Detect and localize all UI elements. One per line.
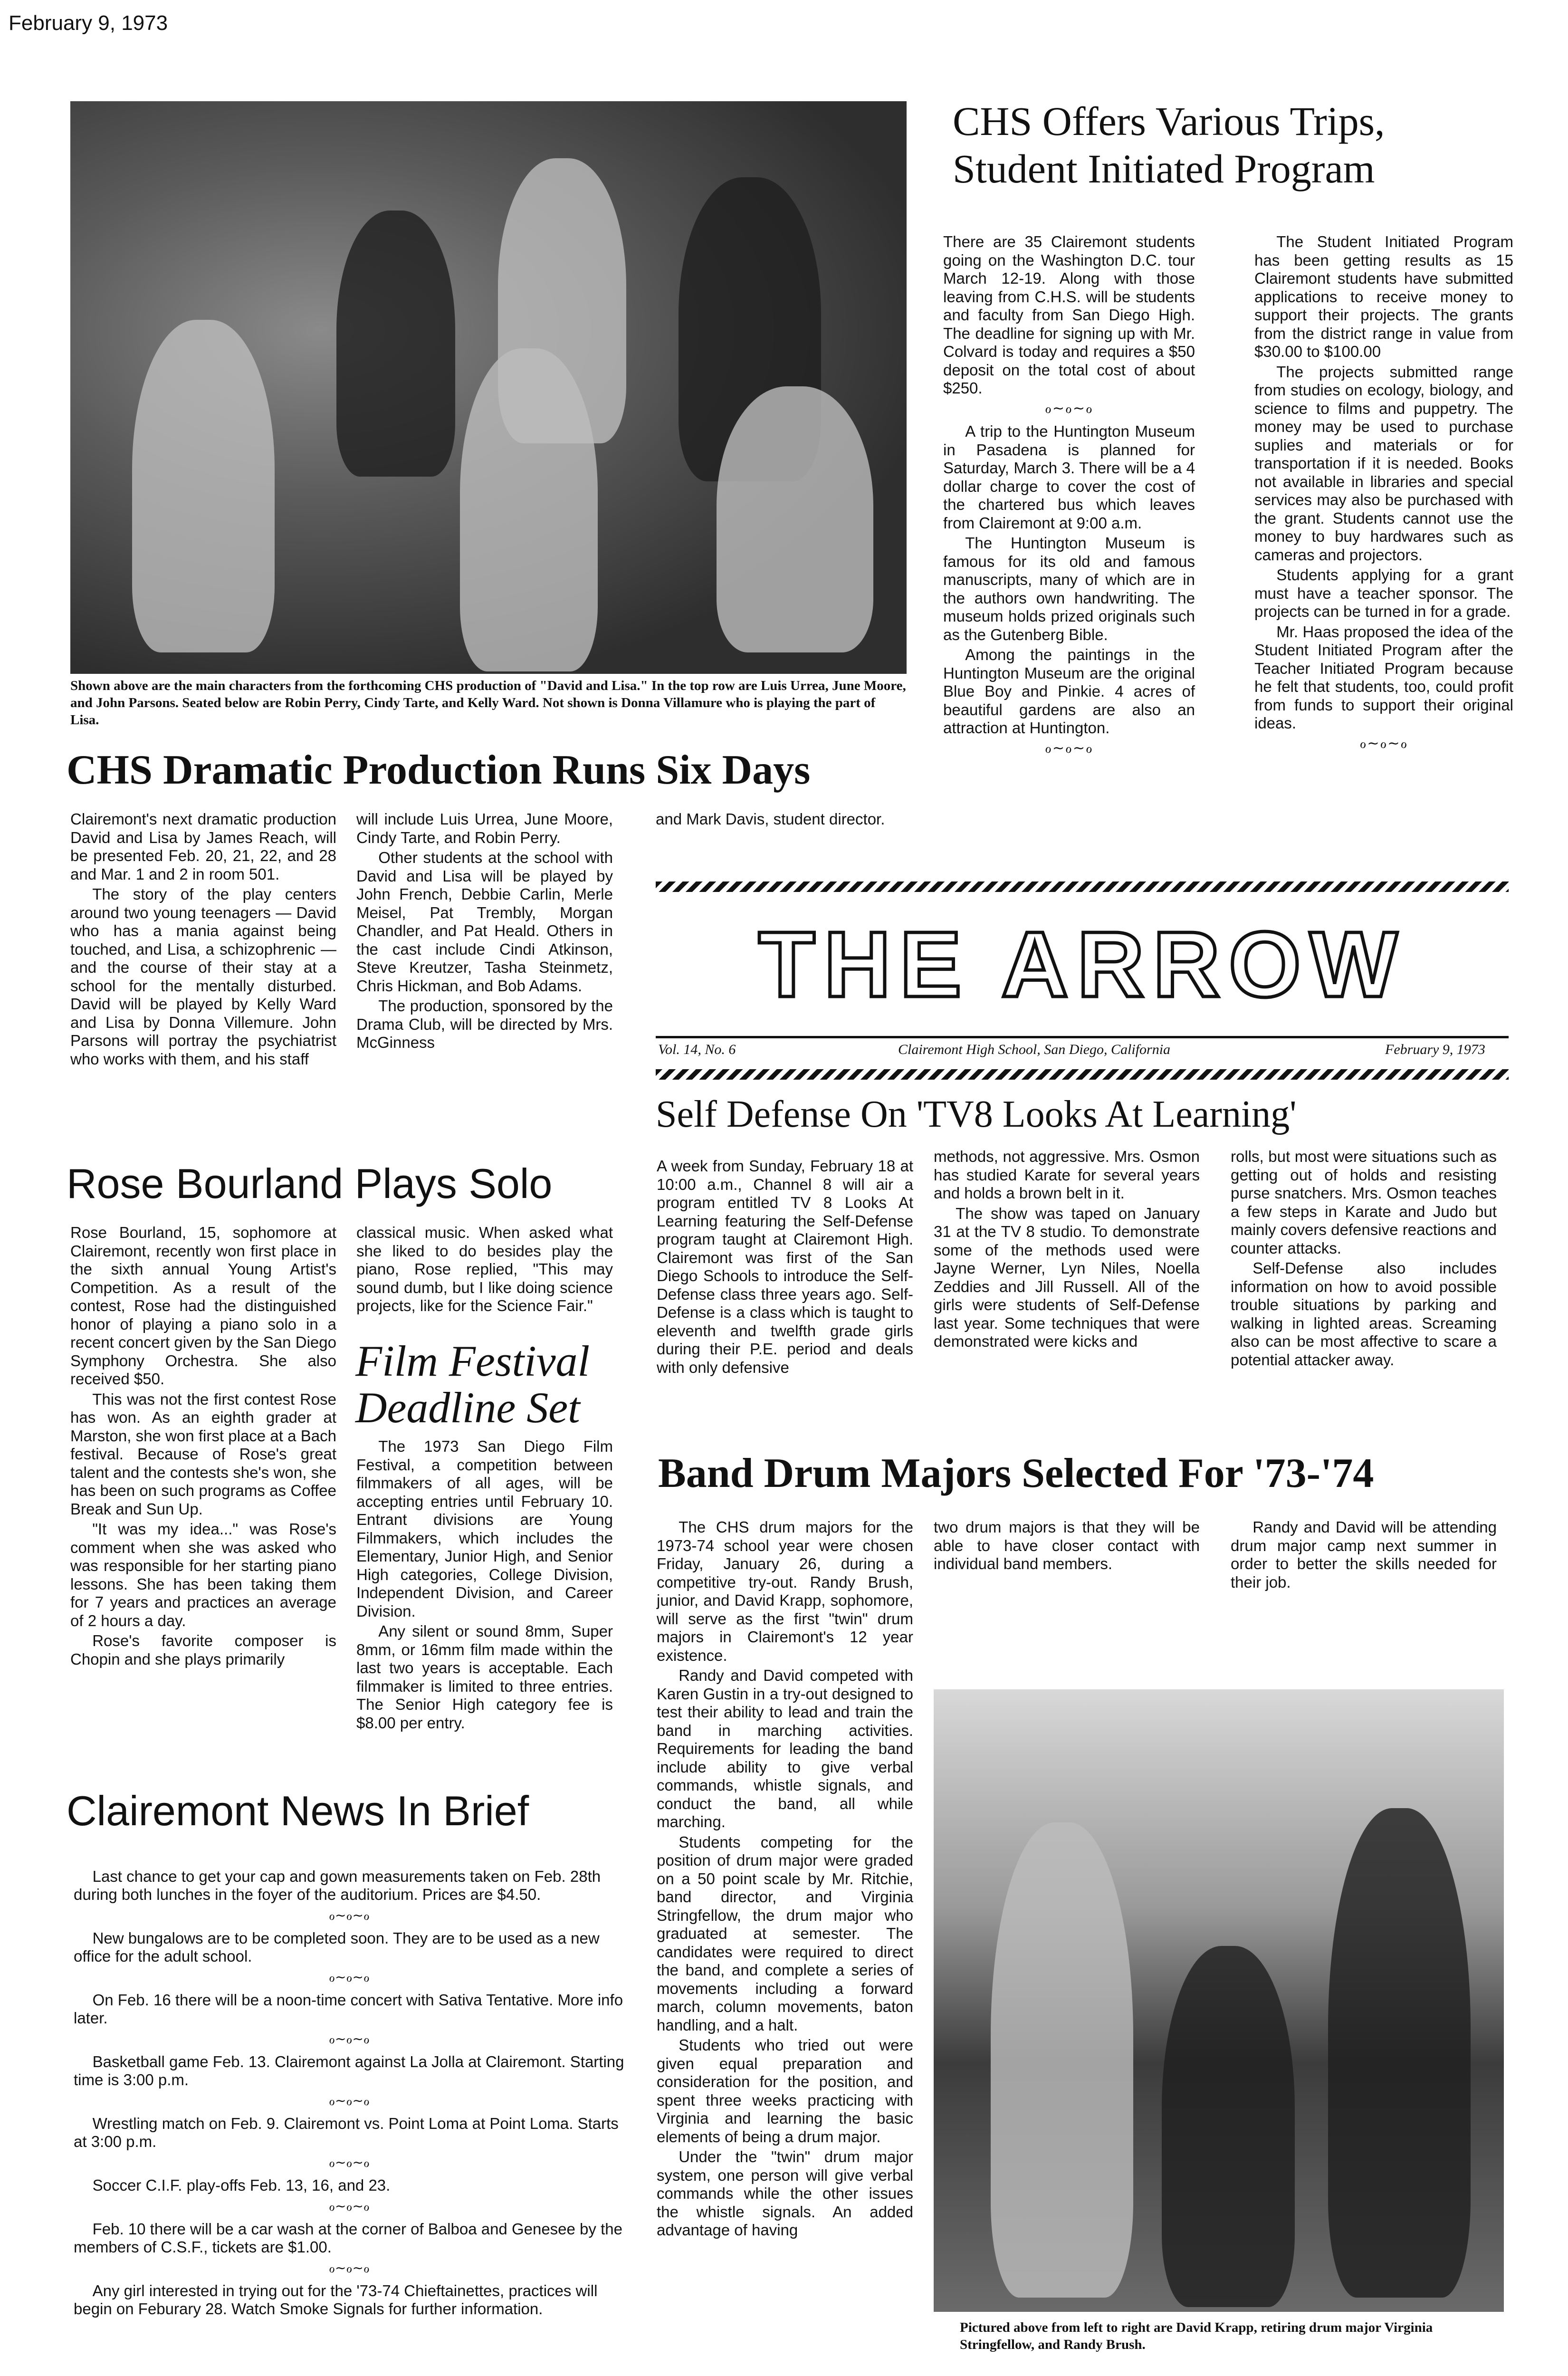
drama-p2: The story of the play centers around two young teenagers — David who has a mania against being touched, and Lisa, a schizophrenic — and the course of their stay at a school for the mentally disturbed. David will be played by Kelly Ward and Lisa by Donna Villemure. John Parsons will portray the psychiatrist who works with them, and his staff <box>70 885 336 1068</box>
trips-p5: The Student Initiated Program has been getting results as 15 Clairemont students have submitted applications to receive money to support their projects. The grants from the district range in value from $30.00 to $100.00 <box>1254 233 1513 360</box>
trips-headline-line-1: CHS Offers Various Trips, <box>953 98 1385 144</box>
band-headline: Band Drum Majors Selected For '73-'74 <box>658 1450 1374 1496</box>
drama-p1: Clairemont's next dramatic production David and Lisa by James Reach, will be presented Feb. 20, 21, 22, and 28 and Mar. 1 and 2 in room 501. <box>70 810 336 883</box>
rose-col-2 <box>356 1224 613 1317</box>
cast-photo <box>70 101 907 674</box>
brief-item-6: Soccer C.I.F. play-offs Feb. 13, 16, and 23. <box>92 2176 391 2194</box>
band-photo-caption: Pictured above from left to right are David Krapp, retiring drum major Virginia Stringfellow, and Randy Brush. <box>960 2320 1433 2352</box>
ornament-separator: ℴ∼ℴ∼ℴ <box>1045 400 1093 416</box>
band-p6: two drum majors is that they will be able to have closer contact with individual band members. <box>934 1518 1200 1572</box>
brief-item-8: Any girl interested in trying out for the '73-74 Chieftainettes, practices will begin on Feburary 28. Watch Smoke Signals for further information. <box>74 2282 598 2318</box>
masthead-date: February 9, 1973 <box>1385 1042 1485 1057</box>
ornament-separator: ℴ∼ℴ∼ℴ <box>329 1908 370 1923</box>
rose-p1: Rose Bourland, 15, sophomore at Clairemont, recently won first place in the sixth annual Young Artist's Competition. As a result of the contest, Rose had the distinguished honor of playing a piano solo in a recent concert given by the San Diego Symphony Orchestra. She also received $50. <box>70 1224 336 1388</box>
brief-item-5: Wrestling match on Feb. 9. Clairemont vs. Point Loma at Point Loma. Starts at 3:00 p.m. <box>74 2115 619 2150</box>
rose-p2: This was not the first contest Rose has won. As an eighth grader at Marston, she won first place at a Bach festival. Because of Rose's great talent and the contests she's won, she has been on such programs as Coffee Break and Sun Up. <box>70 1390 336 1518</box>
ornament-separator: ℴ∼ℴ∼ℴ <box>329 1970 370 1984</box>
masthead-rule <box>656 1036 1509 1038</box>
brief-headline: Clairemont News In Brief <box>67 1787 529 1834</box>
trips-p1: There are 35 Clairemont students going on the Washington D.C. tour March 12-19. Along with those leaving from C.H.S. will be students and faculty from San Diego High. The deadline for signing up with Mr. Colvard is today and requires a $50 deposit on the total cost of about $250. <box>943 233 1195 397</box>
ornament-separator: ℴ∼ℴ∼ℴ <box>329 2199 370 2213</box>
rose-p5: classical music. When asked what she liked to do besides play the piano, Rose replied, "This may sound dumb, but I like doing science projects, like for the Science Fair." <box>356 1224 613 1314</box>
brief-item-1: Last chance to get your cap and gown measurements taken on Feb. 28th during both lunches in the foyer of the auditorium. Prices are $4.50. <box>74 1868 601 1903</box>
defense-col-3 <box>1231 1148 1497 1371</box>
defense-p3: The show was taped on January 31 at the TV 8 studio. To demonstrate some of the methods used were Jayne Werner, Lyn Niles, Noella Zeddies and Jill Russell. All of the girls were students of Self-Defense last year. Some techniques that were demonstrated were kicks and <box>934 1204 1200 1350</box>
rose-col-1 <box>70 1224 336 1670</box>
ornament-separator: ℴ∼ℴ∼ℴ <box>329 2155 370 2170</box>
brief-item-7: Feb. 10 there will be a car wash at the corner of Balboa and Genesee by the members of C.S.F., tickets are $1.00. <box>74 2220 622 2256</box>
film-col <box>356 1437 613 1734</box>
trips-p2: A trip to the Huntington Museum in Pasadena is planned for Saturday, March 3. There will be a 4 dollar charge to cover the cost of the chartered bus which leaves from Clairemont at 9:00 a.m. <box>943 422 1195 532</box>
trips-p3: The Huntington Museum is famous for its old and famous manuscripts, many of which are in the authors own handwriting. The museum holds prized originals such as the Gutenberg Bible. <box>943 534 1195 643</box>
cast-photo-caption: Shown above are the main characters from the forthcoming CHS production of "David and Lisa." In the top row are Luis Urrea, June Moore, and John Parsons. Seated below are Robin Perry, Cindy Tarte, and Kelly Ward. Not shown is Donna Villamure who is playing the part of Lisa. <box>70 678 906 728</box>
defense-p2: methods, not aggressive. Mrs. Osmon has studied Karate for several years and holds a brown belt in it. <box>934 1148 1200 1202</box>
defense-p1: A week from Sunday, February 18 at 10:00 a.m., Channel 8 will air a program entitled TV 8 Looks At Learning featuring the Self-Defense program taught at Clairemont High. Clairemont was first of the San Diego Schools to introduce the Self-Defense class three years ago. Self-Defense is a class which is taught to eleventh and twelfth grade girls during their P.E. period and deals with only defensive <box>657 1157 913 1376</box>
band-p5: Under the "twin" drum major system, one person will give verbal commands while the other issues the whistle signals. An added advantage of having <box>657 2148 913 2239</box>
brief-item-4: Basketball game Feb. 13. Clairemont against La Jolla at Clairemont. Starting time is 3:00 p.m. <box>74 2053 624 2089</box>
trips-p4: Among the paintings in the Huntington Museum are the original Blue Boy and Pinkie. 4 acres of beautiful gardens are also an attraction at Huntington. <box>943 646 1195 737</box>
ornament-separator: ℴ∼ℴ∼ℴ <box>329 2093 370 2108</box>
film-p1: The 1973 San Diego Film Festival, a competition between filmmakers of all ages, will be accepting entries until February 10. Entrant divisions are Young Filmmakers, which includes the Elementary, Junior High, and Senior High categories, College Division, Independent Division, and Career Division. <box>356 1437 613 1620</box>
film-p2: Any silent or sound 8mm, Super 8mm, or 16mm film made within the last two years is acceptable. Each filmmaker is limited to three entries. The Senior High category fee is $8.00 per entry. <box>356 1622 613 1732</box>
band-p7: Randy and David will be attending drum major camp next summer in order to better the skills needed for their job. <box>1231 1518 1497 1591</box>
band-col-3 <box>1231 1518 1497 1593</box>
masthead-stripe-top <box>656 881 1509 892</box>
ornament-separator: ℴ∼ℴ∼ℴ <box>329 2261 370 2275</box>
drama-col-3 <box>656 810 912 831</box>
defense-p4: rolls, but most were situations such as getting out of holds and resisting purse snatchers. Mrs. Osmon teaches a few steps in Karate and Judo but mainly covers defensive reactions and counter attacks. <box>1231 1148 1497 1257</box>
drama-p3: will include Luis Urrea, June Moore, Cindy Tarte, and Robin Perry. <box>356 810 613 846</box>
defense-p5: Self-Defense also includes information on how to avoid possible trouble situations by parking and walking in lighted areas. Screaming also can be most affective to scare a potential attacker away. <box>1231 1259 1497 1369</box>
band-col-1 <box>657 1518 913 2242</box>
trips-col-2 <box>1254 233 1513 757</box>
drama-headline: CHS Dramatic Production Runs Six Days <box>67 747 811 793</box>
masthead-school: Clairemont High School, San Diego, California <box>898 1042 1171 1057</box>
rose-headline: Rose Bourland Plays Solo <box>67 1160 553 1207</box>
band-col-2 <box>934 1518 1200 1575</box>
drama-p5: The production, sponsored by the Drama Club, will be directed by Mrs. McGinness <box>356 997 613 1051</box>
film-headline-line-2: Deadline Set <box>355 1383 580 1432</box>
masthead-stripe-bottom <box>656 1069 1509 1080</box>
masthead-volume: Vol. 14, No. 6 <box>658 1042 736 1057</box>
drama-p6: and Mark Davis, student director. <box>656 810 885 828</box>
trips-col-1 <box>943 233 1195 762</box>
ornament-separator: ℴ∼ℴ∼ℴ <box>1359 735 1408 751</box>
rose-p4: Rose's favorite composer is Chopin and she plays primarily <box>70 1632 336 1668</box>
brief-item-3: On Feb. 16 there will be a noon-time concert with Sativa Tentative. More info later. <box>74 1991 623 2027</box>
trips-p7: Students applying for a grant must have a teacher sponsor. The projects can be turned in for a grade. <box>1254 566 1513 620</box>
trips-p8: Mr. Haas proposed the idea of the Student Initiated Program after the Teacher Initiated Program because he felt that students, too, could profit from funds to support their original ideas. <box>1254 623 1513 732</box>
ornament-separator: ℴ∼ℴ∼ℴ <box>329 2031 370 2046</box>
defense-headline: Self Defense On 'TV8 Looks At Learning' <box>656 1093 1297 1135</box>
brief-item-2: New bungalows are to be completed soon. They are to be used as a new office for the adult school. <box>74 1929 600 1965</box>
defense-col-1 <box>657 1157 913 1379</box>
defense-col-2 <box>934 1148 1200 1353</box>
date-line: February 9, 1973 <box>9 11 168 35</box>
film-headline-line-1: Film Festival <box>355 1337 590 1385</box>
masthead-title: THE ARROW <box>758 912 1406 1016</box>
ornament-separator: ℴ∼ℴ∼ℴ <box>1045 740 1093 756</box>
band-p3: Students competing for the position of drum major were graded on a 50 point scale by Mr. Ritchie, band director, and Virginia Stringfellow, the drum major who graduated at semester. The candidates were required to direct the band, and complete a series of movements including a forward march, column movements, baton handling, and a halt. <box>657 1833 913 2034</box>
drama-p4: Other students at the school with David and Lisa will be played by John French, Debbie Carlin, Merle Meisel, Pat Trembly, Morgan Chandler, and Pat Heald. Others in the cast include Cindi Atkinson, Steve Kreutzer, Tasha Steinmetz, Chris Hickman, and Bob Adams. <box>356 849 613 995</box>
film-headline <box>355 1338 621 1431</box>
trips-headline <box>953 97 1551 192</box>
drama-col-2 <box>356 810 613 1054</box>
band-p4: Students who tried out were given equal preparation and consideration for the position, and spent three weeks practicing with Virginia and learning the basic elements of being a drum major. <box>657 2036 913 2146</box>
band-p2: Randy and David competed with Karen Gustin in a try-out designed to test their ability to lead and train the band in marching activities. Requirements for leading the band include ability to give verbal commands, whistle signals, and conduct the band, all while marching. <box>657 1667 913 1830</box>
band-photo <box>934 1689 1504 2312</box>
rose-p3: "It was my idea..." was Rose's comment when she was asked who was responsible for her starting piano lessons. She has been taking them for 7 years and practices an average of 2 hours a day. <box>70 1520 336 1629</box>
brief-list <box>74 1868 625 2318</box>
trips-p6: The projects submitted range from studies on ecology, biology, and science to films and puppetry. The money may be used to purchase suplies and materials or for transportation if it is needed. Books not available in libraries and special services may also be purchased with the grant. Students cannot use the money to buy hardwares such as cameras and projectors. <box>1254 363 1513 564</box>
band-p1: The CHS drum majors for the 1973-74 school year were chosen Friday, January 26, during a competitive try-out. Randy Brush, junior, and David Krapp, sophomore, will serve as the first "twin" drum majors in Clairemont's 12 year existence. <box>657 1518 913 1664</box>
drama-col-1 <box>70 810 336 1070</box>
trips-headline-line-2: Student Initiated Program <box>953 146 1375 192</box>
